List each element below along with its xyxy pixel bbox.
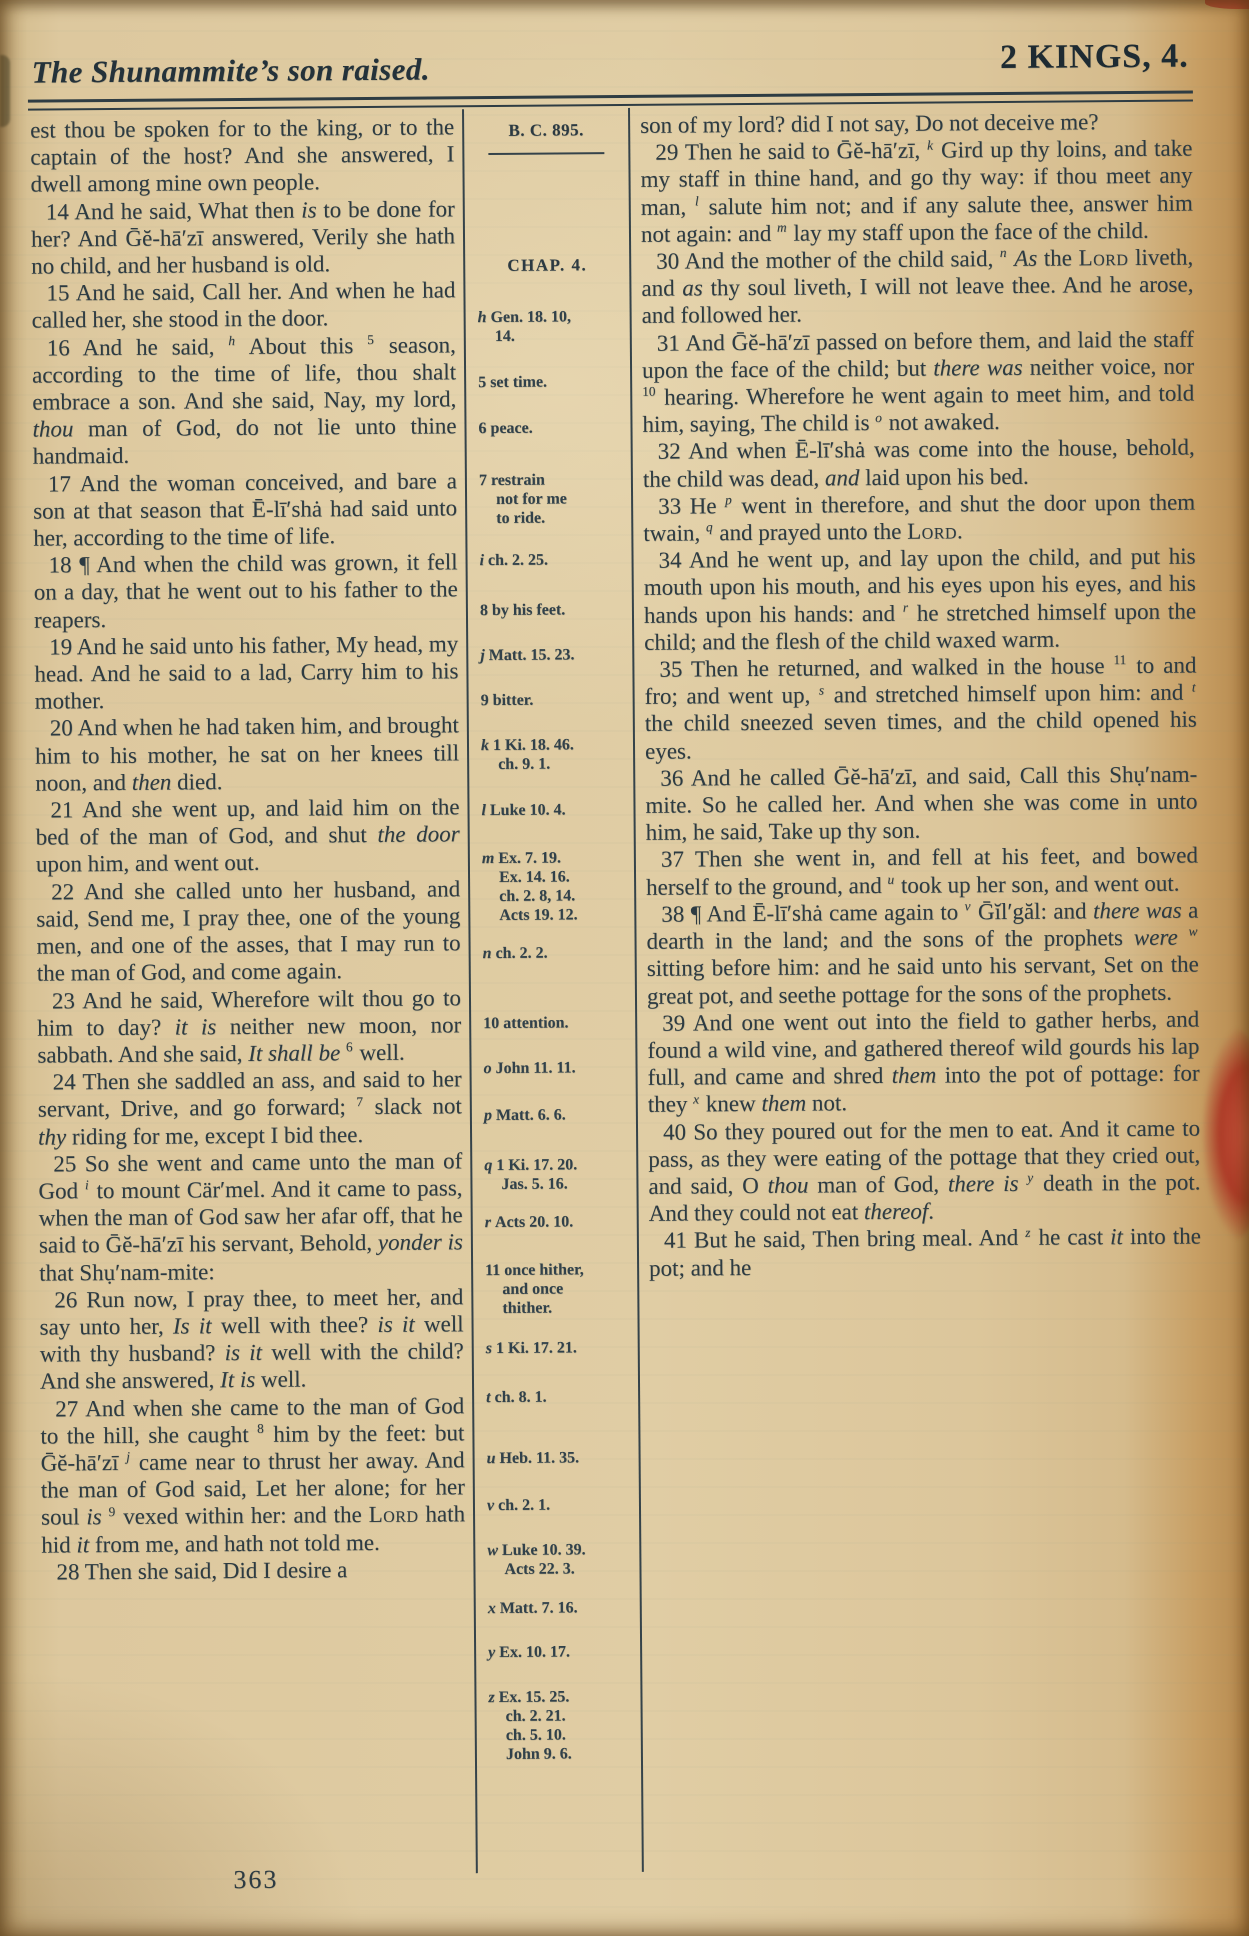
reference-marker: x [487, 1600, 496, 1618]
reference-text: restrain not for me to ride. [490, 471, 567, 527]
cross-reference-11 [485, 1260, 631, 1318]
cross-reference-m [482, 848, 629, 925]
reference-marker: r [484, 1214, 492, 1232]
reference-marker: k [480, 737, 490, 755]
verse-paragraph-20: 20 And when he had taken him, and brought him to his mother, he sat on her knees till noon, and then died. [34, 712, 460, 796]
reference-text: ch. 8. 1. [494, 1388, 547, 1407]
cross-reference-s [486, 1338, 632, 1358]
running-title: The Shunammite’s son raised. [31, 51, 431, 90]
reference-text: Matt. 15. 23. [488, 646, 575, 665]
cross-reference-j [480, 645, 626, 665]
chapter-label: CHAP. 4. [507, 255, 588, 275]
verse-paragraph-33: 33 He $^p$ went in therefore, and shut the door upon them twain, $^q$ and prayed unto the Lord. [643, 489, 1196, 546]
cross-reference-o [483, 1058, 629, 1078]
book-chapter-heading: 2 KINGS, 4. [999, 37, 1189, 77]
reference-text: Matt. 7. 16. [499, 1599, 578, 1618]
cross-reference-p [484, 1105, 630, 1125]
verse-paragraph-31: 31 And Ḡĕ-hā′zī passed on before them, and laid the staff upon the face of the child; but there was neither voice, nor $^{10}$ hearing. Wherefore he went again to meet him, and told him, saying, The child is $^o$ not awaked. [641, 326, 1195, 438]
reference-marker: s [485, 1340, 493, 1358]
verse-paragraph-32: 32 And when Ē-lī′shȧ was come into the house, behold, the child was dead, and laid upon his bed. [642, 434, 1195, 492]
reference-text: Matt. 6. 6. [495, 1106, 566, 1125]
reference-text: 1 Ki. 17. 21. [495, 1339, 577, 1358]
verse-paragraph-15: 15 And he said, Call her. And when he had called her, she stood in the door. [31, 277, 456, 334]
verse-paragraph-30: 30 And the mother of the child said, $^n$ As the Lord liveth, and as thy soul liveth, I will not leave thee. And he arose, and followed her. [641, 244, 1194, 329]
verse-paragraph-26: 26 Run now, I pray thee, to meet her, and say unto her, Is it well with thee? is it well with thy husband? is it well with the child? And she answered, It is well. [39, 1284, 464, 1394]
reference-text: 1 Ki. 17. 20. Jas. 5. 16. [496, 1156, 578, 1193]
cross-reference-7 [479, 470, 625, 528]
verse-paragraph-34: 34 And he went up, and lay upon the child, and put his mouth upon his mouth, and his eyes upon his eyes, and his hands upon his hands: and $^r$ he stretched himself upon the child; and the flesh of the child waxed warm. [643, 543, 1197, 655]
verse-paragraph-24: 24 Then she saddled an ass, and said to her servant, Drive, and go forward; $^7$ slack not thy riding for me, except I bid thee. [37, 1066, 462, 1150]
verse-paragraph-39: 39 And one went out into the field to gather herbs, and found a wild vine, and gathered thereof wild gourds his lap full, and came and shred them into the pot of pottage: for they $^x$ knew them not. [647, 1006, 1200, 1118]
cross-reference-y [488, 1642, 634, 1662]
reference-text: John 11. 11. [495, 1059, 576, 1078]
reference-marker: y [488, 1644, 496, 1662]
cross-reference-8 [480, 600, 626, 620]
cross-reference-z [488, 1687, 635, 1764]
verse-paragraph-41: 41 But he said, Then bring meal. And $^z$ he cast it into the pot; and he [649, 1223, 1201, 1281]
verse-paragraph-38: 38 ¶ And Ē-lī′shȧ came again to $^v$ Ḡĭl′găl: and there was a dearth in the land; and the sons of the prophets were $^w$ sitting before him: and he said unto his servant, Set on the great pot, and seethe pottage for the sons of the prophets. [646, 897, 1199, 1009]
reference-text: attention. [503, 1014, 569, 1032]
reference-text: Gen. 18. 10, 14. [490, 308, 572, 346]
reference-marker: u [486, 1450, 496, 1468]
verse-paragraph-29: 29 Then he said to Ḡĕ-hā′zī, $^k$ Gird up thy loins, and take my staff in thine hand, and go thy way: if thou meet any man, $^l$ salute him not; and if any salute thee, answer him not again: and $^m$ lay my staff upon the face of the child. [640, 135, 1193, 247]
reference-marker: 8 [479, 602, 489, 620]
reference-marker: 11 [485, 1261, 501, 1280]
verse-paragraph-23: 23 And he said, Wherefore wilt thou go to him to day? it is neither new moon, nor sabbath. And she said, It shall be $^6$ well. [37, 984, 462, 1068]
reference-marker: 7 [478, 472, 487, 490]
date-rule [488, 152, 604, 155]
reference-marker: i [479, 552, 485, 570]
reference-marker: j [480, 647, 485, 665]
verse-paragraph-27: 27 And when she came to the man of God to the hill, she caught $^8$ him by the feet: but Ḡĕ-hā′zī $^j$ came near to thrust her away. And the man of God said, Let her alone; for her soul is $^9$ vexed within her: and the Lord hath hid it from me, and hath not told me. [40, 1392, 466, 1558]
verse-paragraph-28: 28 Then she said, Did I desire a [56, 1556, 348, 1585]
cross-reference-v [487, 1495, 633, 1515]
cross-reference-q [484, 1155, 630, 1194]
verse-paragraph-19: 19 And he said unto his father, My head, my head. And he said to a lad, Carry him to his mother. [34, 631, 459, 714]
page-number: 363 [233, 1864, 279, 1895]
reference-text: Luke 10. 4. [489, 801, 566, 820]
cross-reference-i [479, 550, 625, 570]
verse-paragraph-16: 16 And he said, $^h$ About this $^5$ season, according to the time of life, thou shalt embrace a son. And she said, Nay, my lord, thou man of God, do not lie unto thine handmaid. [31, 331, 457, 470]
verse-paragraph-22: 22 And she called unto her husband, and said, Send me, I pray thee, one of the young men, and one of the asses, that I may run to the man of God, and come again. [36, 875, 461, 986]
reference-text: set time. [490, 373, 548, 392]
verse-paragraph-21: 21 And she went up, and laid him on the bed of the man of God, and shut the door upon him, and went out. [35, 794, 460, 878]
reference-marker: 5 [478, 374, 487, 392]
verse-paragraph-17: 17 And the woman conceived, and bare a son at that season that Ē-lī′shȧ had said unto her, according to the time of life. [33, 467, 458, 551]
reference-marker: v [486, 1497, 495, 1515]
verse-paragraph-37: 37 Then she went in, and fell at his feet, and bowed herself to the ground, and $^u$ took up her son, and went out. [646, 842, 1198, 900]
left-column-text [30, 113, 466, 1585]
reference-marker: l [481, 802, 487, 820]
reference-marker: q [484, 1157, 493, 1175]
reference-marker: w [487, 1542, 499, 1560]
reference-text: 1 Ki. 18. 46. ch. 9. 1. [492, 736, 574, 773]
verse-paragraph-continuation: son of my lord? did I not say, Do not deceive me? [640, 109, 1099, 138]
cross-reference-n [483, 943, 629, 963]
reference-text: Heb. 11. 35. [499, 1449, 580, 1467]
reference-marker: p [483, 1107, 492, 1125]
reference-marker: 10 [483, 1014, 500, 1033]
cross-reference-9 [481, 690, 627, 710]
cross-reference-10 [483, 1013, 629, 1033]
cross-reference-h [478, 307, 624, 346]
reference-marker: o [483, 1060, 492, 1078]
reference-marker: z [488, 1689, 495, 1707]
verse-paragraph-36: 36 And he called Ḡĕ-hā′zī, and said, Call this Shụ′nam-mite. So he called her. And when she was come in unto him, he said, Take up thy son. [645, 761, 1198, 846]
reference-text: Acts 20. 10. [494, 1213, 574, 1232]
reference-text: Luke 10. 39. Acts 22. 3. [501, 1541, 586, 1578]
reference-column [462, 108, 644, 1873]
reference-text: Ex. 7. 19. Ex. 14. 16. ch. 2. 8, 14. Acts 19. 12. [498, 849, 578, 924]
reference-marker: 6 [478, 420, 487, 438]
reference-text: ch. 2. 1. [498, 1496, 551, 1515]
verse-paragraph-14: 14 And he said, What then is to be done for her? And Ḡĕ-hā′zī answered, Verily she hath no child, and her husband is old. [30, 195, 456, 279]
reference-text: bitter. [492, 691, 534, 710]
verse-paragraph-35: 35 Then he returned, and walked in the house $^{11}$ to and fro; and went up, $^s$ and stretched himself upon him: and $^t$ the child sneezed seven times, and the child opened his eyes. [644, 652, 1197, 764]
verse-paragraph-18: 18 ¶ And when the child was grown, it fell on a day, that he went out to his father to the reapers. [33, 549, 458, 633]
cross-reference-5 [478, 372, 624, 392]
cross-reference-6 [478, 418, 624, 438]
reference-marker: t [486, 1389, 491, 1407]
verse-paragraph-continuation: est thou be spoken for to the king, or to the captain of the host? And she answered, I dwell among mine own people. [30, 114, 455, 198]
cross-reference-u [487, 1448, 633, 1468]
reference-text: ch. 2. 2. [495, 944, 548, 963]
cross-reference-l [481, 800, 627, 820]
reference-marker: h [477, 309, 487, 327]
right-column-text [640, 108, 1201, 1282]
reference-text: once hither, and once thither. [502, 1261, 584, 1317]
date-label: B. C. 895. [508, 120, 584, 140]
reference-marker: 9 [480, 692, 489, 710]
reference-marker: m [481, 850, 495, 868]
reference-marker: n [482, 945, 492, 963]
reference-text: peace. [490, 419, 533, 438]
reference-text: by his feet. [491, 601, 566, 620]
reference-text: Ex. 10. 17. [499, 1643, 570, 1662]
verse-paragraph-25: 25 So she went and came unto the man of God $^i$ to mount Cär′mel. And it came to pass, when the man of God saw her afar off, that he said to Ḡĕ-hā′zī his servant, Behold, yonder is that Shụ′nam-mite: [38, 1148, 464, 1286]
reference-text: ch. 2. 25. [487, 551, 549, 570]
cross-reference-w [487, 1540, 633, 1579]
cross-reference-x [488, 1598, 634, 1618]
cross-reference-t [486, 1387, 632, 1407]
cross-reference-r [485, 1212, 631, 1232]
verse-paragraph-40: 40 So they poured out for the men to eat. And it came to pass, as they were eating of the pottage that they cried out, and said, O thou man of God, there is $^y$ death in the pot. And they could not eat thereof. [648, 1115, 1201, 1226]
cross-reference-k [481, 735, 627, 774]
reference-text: Ex. 15. 25. ch. 2. 21. ch. 5. 10. John 9. 6. [498, 1688, 572, 1763]
